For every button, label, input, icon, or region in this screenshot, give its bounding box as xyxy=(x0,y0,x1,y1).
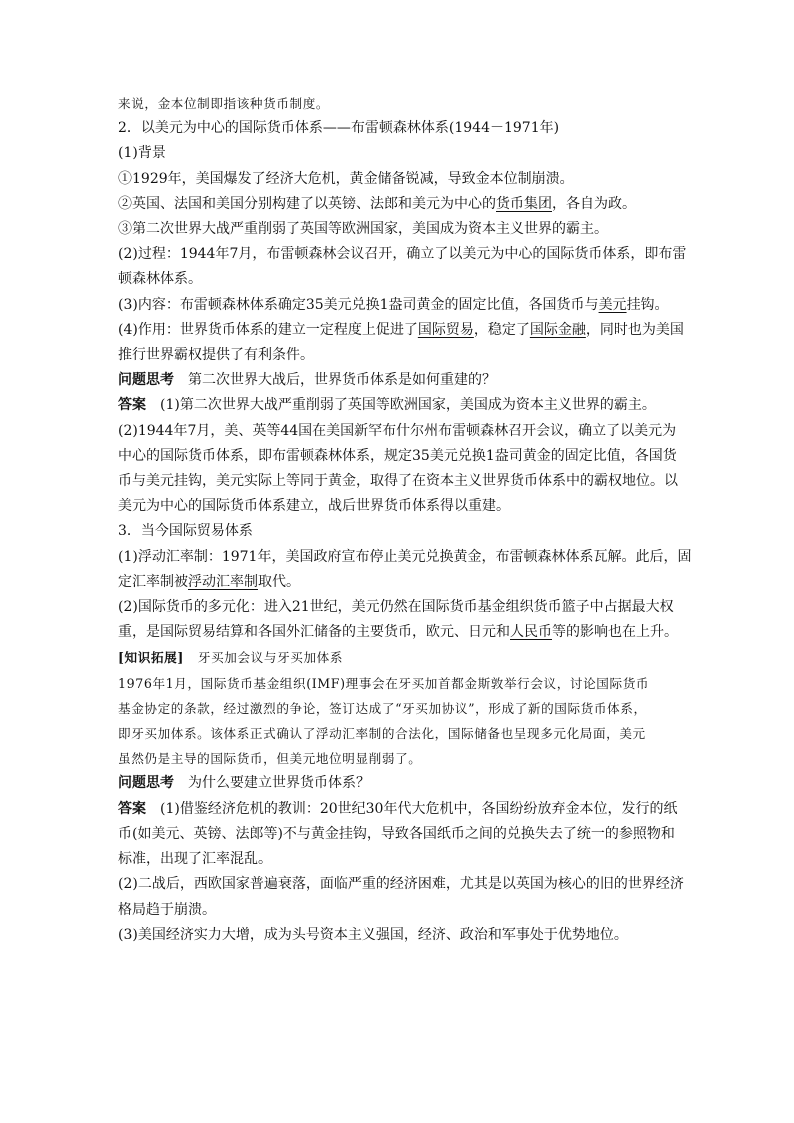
underlined-term: 货币集团 xyxy=(496,195,552,212)
knowledge-note-line: 1976年1月，国际货币基金组织(IMF)理事会在牙买加首都金斯敦举行会议，讨论国际货币 xyxy=(118,675,650,691)
answer-line: 美元为中心的国际货币体系建立，战后世界货币体系得以重建。 xyxy=(118,498,510,515)
underlined-term: 国际金融 xyxy=(529,321,586,338)
answer-label: 答案 xyxy=(118,800,146,817)
question-label: 问题思考 xyxy=(118,372,174,389)
answer-line: (2)1944年7月，美、英等44国在美国新罕布什尔州布雷顿森林召开会议，确立了以美元为 xyxy=(118,422,677,439)
background-item-1: ①1929年，美国爆发了经济大危机，黄金储备锐减，导致金本位制崩溃。 xyxy=(118,170,574,187)
knowledge-expand-label: [知识拓展] xyxy=(118,650,184,666)
diversification-line: (2)国际货币的多元化：进入21世纪，美元仍然在国际货币基金组织货币篮子中占据最大权 xyxy=(118,599,674,616)
answer-line: 格局趋于崩溃。 xyxy=(118,901,216,918)
answer-line: 答案 (1)第二次世界大战严重削弱了英国等欧洲国家，美国成为资本主义世界的霸主。 xyxy=(118,397,656,414)
answer-line: 答案 (1)借鉴经济危机的教训：20世纪30年代大危机中，各国纷纷放弃金本位，发行的纸 xyxy=(118,800,678,817)
answer-line: (3)美国经济实力大增，成为头号资本主义强国，经济、政治和军事处于优势地位。 xyxy=(118,926,628,943)
answer-line: (2)二战后，西欧国家普遍衰落，面临严重的经济困难，尤其是以英国为核心的旧的世界经济 xyxy=(118,876,684,893)
diversification-line: 重，是国际贸易结算和各国外汇储备的主要货币，欧元、日元和人民币等的影响也在上升。 xyxy=(118,624,678,641)
floating-rate-line: (1)浮动汇率制：1971年，美国政府宣布停止美元兑换黄金，布雷顿森林体系瓦解。此后，固 xyxy=(118,548,692,565)
content-line: (3)内容：布雷顿森林体系确定35美元兑换1盎司黄金的固定比值，各国货币与美元挂钩。 xyxy=(118,296,669,313)
process-line: (2)过程：1944年7月，布雷顿森林会议召开，确立了以美元为中心的国际货币体系，即布雷 xyxy=(118,246,687,263)
answer-line: 币与美元挂钩，美元实际上等同于黄金，取得了在资本主义世界货币体系中的霸权地位。以 xyxy=(118,473,678,490)
document-page xyxy=(118,91,692,948)
knowledge-note-line: 虽然仍是主导的国际货币，但美元地位明显削弱了。 xyxy=(118,751,422,767)
background-item-3: ③第二次世界大战严重削弱了英国等欧洲国家，美国成为资本主义世界的霸主。 xyxy=(118,221,608,238)
underlined-term: 美元 xyxy=(598,296,627,313)
answer-line: 币(如美元、英镑、法郎等)不与黄金挂钩，导致各国纸币之间的兑换失去了统一的参照物和 xyxy=(118,825,675,842)
underlined-term: 国际贸易 xyxy=(417,321,474,338)
background-heading: (1)背景 xyxy=(118,145,166,162)
question-label: 问题思考 xyxy=(118,775,174,792)
process-line: 顿森林体系。 xyxy=(118,271,202,288)
question-line: 问题思考 为什么要建立世界货币体系？ xyxy=(118,775,370,792)
knowledge-note-line: 即牙买加体系。该体系正式确认了浮动汇率制的合法化，国际储备也呈现多元化局面，美元 xyxy=(118,726,646,742)
effect-line: 推行世界霸权提供了有利条件。 xyxy=(118,347,314,364)
knowledge-expand-heading: [知识拓展] 牙买加会议与牙买加体系 xyxy=(118,650,344,666)
section-2-heading: 2．以美元为中心的国际货币体系——布雷顿森林体系(1944－1971年) xyxy=(118,120,560,137)
underlined-term: 浮动汇率制 xyxy=(188,573,258,590)
underlined-term: 人民币 xyxy=(510,624,552,641)
question-line: 问题思考 第二次世界大战后，世界货币体系是如何重建的？ xyxy=(118,372,496,389)
floating-rate-line: 定汇率制被浮动汇率制取代。 xyxy=(118,573,300,590)
intro-note-line: 来说，金本位制即指该种货币制度。 xyxy=(118,96,330,111)
background-item-2: ②英国、法国和美国分别构建了以英镑、法郎和美元为中心的货币集团，各自为政。 xyxy=(118,195,636,212)
effect-line: (4)作用：世界货币体系的建立一定程度上促进了国际贸易，稳定了国际金融，同时也为美国 xyxy=(118,321,684,338)
section-3-heading: 3．当今国际贸易体系 xyxy=(118,523,253,540)
answer-label: 答案 xyxy=(118,397,146,414)
answer-line: 标准，出现了汇率混乱。 xyxy=(118,851,272,868)
answer-line: 中心的国际货币体系，即布雷顿森林体系，规定35美元兑换1盎司黄金的固定比值，各国货 xyxy=(118,447,677,464)
knowledge-note-line: 基金协定的条款，经过激烈的争论，签订达成了“牙买加协议”，形成了新的国际货币体系， xyxy=(118,700,647,716)
